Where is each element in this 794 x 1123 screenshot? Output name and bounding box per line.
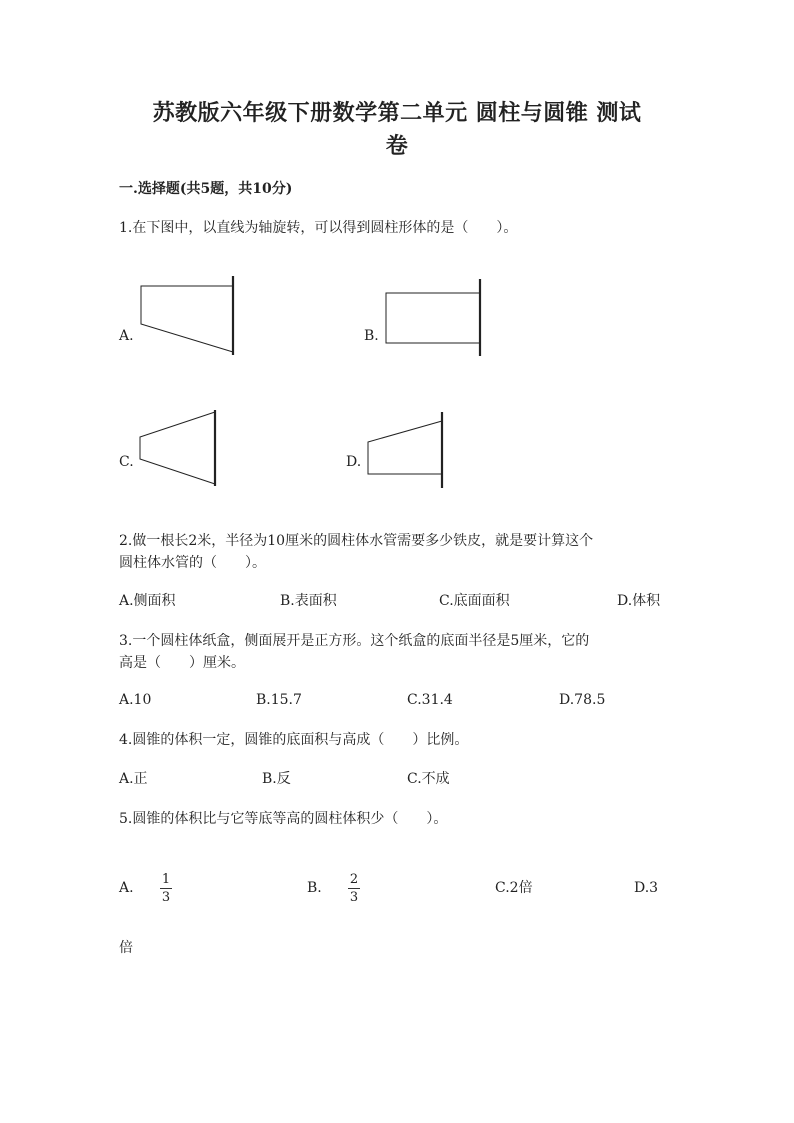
- title-line-2: 卷: [385, 133, 409, 159]
- section-heading: 一.选择题(共5题，共10分): [119, 181, 293, 197]
- q4-option-a: A.正: [119, 771, 148, 787]
- fraction-bar: [348, 888, 360, 889]
- question-3-line-2: 高是（ ）厘米。: [119, 655, 245, 671]
- q3-option-c: C.31.4: [407, 692, 453, 708]
- question-2: [119, 530, 679, 574]
- figure-d: [368, 412, 442, 488]
- q1-option-d: D.: [346, 454, 362, 470]
- question-2-line-2: 圆柱体水管的（ ）。: [119, 555, 266, 571]
- q4-option-b: B.反: [262, 771, 291, 787]
- q2-option-c: C.底面面积: [439, 593, 510, 609]
- q5-option-d: D.3: [634, 880, 659, 896]
- q5-option-b-fraction: [348, 872, 360, 905]
- q5-option-b-label: B.: [307, 880, 322, 896]
- q5-option-a-label: A.: [119, 880, 134, 896]
- q1-option-a: A.: [119, 328, 134, 344]
- q5-option-d-wrap: 倍: [119, 940, 133, 956]
- q3-option-a: A.10: [119, 692, 152, 708]
- q3-option-b: B.15.7: [256, 692, 302, 708]
- question-1: 1.在下图中，以直线为轴旋转，可以得到圆柱形体的是（ ）。: [119, 220, 518, 236]
- q2-option-a: A.侧面积: [119, 593, 176, 609]
- q2-option-d: D.体积: [617, 593, 661, 609]
- question-4: 4.圆锥的体积一定，圆锥的底面积与高成（ ）比例。: [119, 732, 469, 748]
- q3-option-d: D.78.5: [559, 692, 606, 708]
- fraction-numerator: 2: [349, 872, 359, 887]
- q4-option-c: C.不成: [407, 771, 450, 787]
- question-3-line-1: 3.一个圆柱体纸盒，侧面展开是正方形。这个纸盒的底面半径是5厘米，它的: [119, 633, 590, 649]
- fraction-denominator: 3: [161, 890, 171, 905]
- q5-option-a-fraction: [160, 872, 172, 905]
- fraction-bar: [160, 888, 172, 889]
- question-3: [119, 630, 679, 674]
- question-2-line-1: 2.做一根长2米，半径为10厘米的圆柱体水管需要多少铁皮，就是要计算这个: [119, 533, 594, 549]
- figure-a: [141, 276, 233, 355]
- q5-option-c: C.2倍: [495, 880, 533, 896]
- q2-option-b: B.表面积: [280, 593, 337, 609]
- title-line-1: 苏教版六年级下册数学第二单元 圆柱与圆锥 测试: [152, 100, 642, 126]
- q1-option-c: C.: [119, 454, 134, 470]
- fraction-denominator: 3: [349, 890, 359, 905]
- figure-b: [386, 279, 480, 356]
- q1-option-b: B.: [364, 328, 379, 344]
- question-5: 5.圆锥的体积比与它等底等高的圆柱体积少（ ）。: [119, 811, 448, 827]
- figure-c: [140, 410, 215, 486]
- fraction-numerator: 1: [161, 872, 171, 887]
